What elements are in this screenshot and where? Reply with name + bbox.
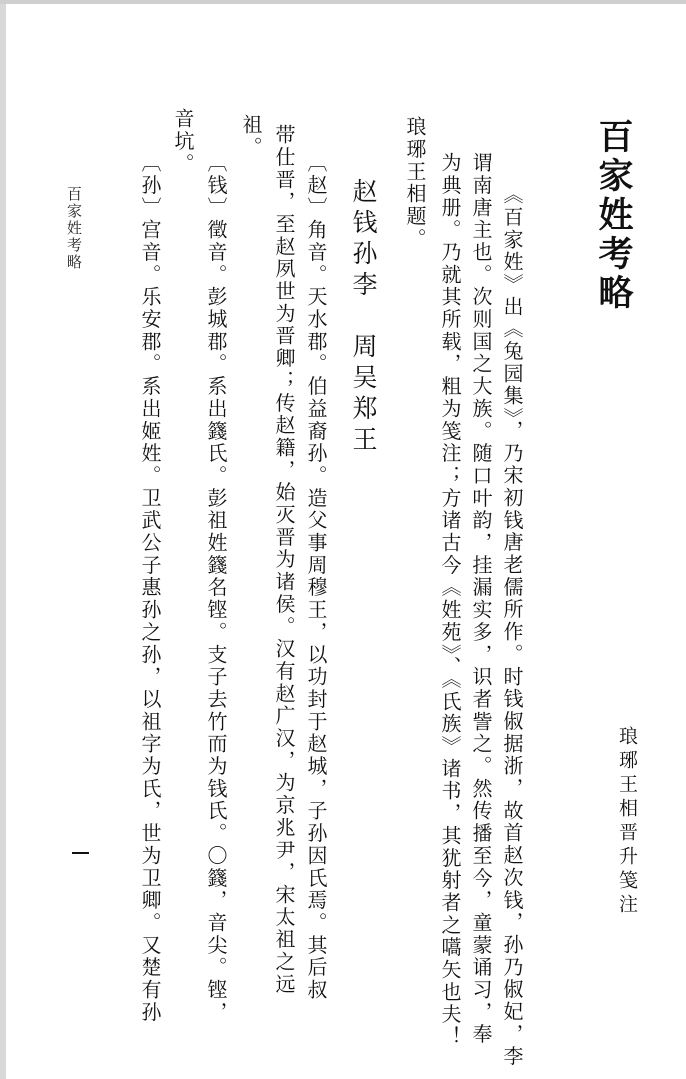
preface-signature: 琅琊王相题。 <box>403 116 427 251</box>
page-edge-top <box>0 0 686 4</box>
running-head: 百家姓考略 <box>65 186 83 271</box>
entry-zhao-line-2: 带仕晋，至赵夙世为晋卿；传赵籍，始灭晋为诸侯。汉有赵广汉，为京兆尹，宋太祖之远 <box>272 124 296 996</box>
entry-qian-line-2: 音坑。 <box>171 108 195 176</box>
entry-qian-line-1: 〔钱〕徵音。彭城郡。系出籛氏。彭祖姓籛名铿。支子去竹而为钱氏。〇籛，音尖。铿， <box>204 152 228 1024</box>
preface-line-1: 《百家姓》出《兔园集》，乃宋初钱唐老儒所作。时钱俶据浙，故首赵次钱，孙乃俶妃，李 <box>500 184 524 1068</box>
entry-zhao-line-3: 祖。 <box>239 114 263 159</box>
preface-line-3: 为典册。乃就其所载，粗为笺注；方诸古今《姓苑》、《氏族》诸书，其犹射者之嚆矢也夫！ <box>438 152 462 1049</box>
page-title: 百家姓考略 <box>593 118 634 313</box>
section-heading: 赵钱孙李 周吴郑王 <box>349 178 378 457</box>
preface-line-2: 谓南唐主也。次则国之大族。随口叶韵，挂漏实多，识者訾之。然传播至今，童蒙诵习，奉 <box>469 152 493 1046</box>
translator-credit: 琅琊王相晋升笺注 <box>616 726 638 918</box>
entry-sun-line-1: 〔孙〕宫音。乐安郡。系出姬姓。卫武公子惠孙之孙，以祖字为氏，世为卫卿。又楚有孙 <box>138 152 162 1024</box>
entry-zhao-line-1: 〔赵〕角音。天水郡。伯益裔孙。造父事周穆王，以功封于赵城，子孙因氏焉。其后叔 <box>304 152 328 1002</box>
page-number <box>72 852 89 854</box>
page-edge <box>0 0 6 1079</box>
